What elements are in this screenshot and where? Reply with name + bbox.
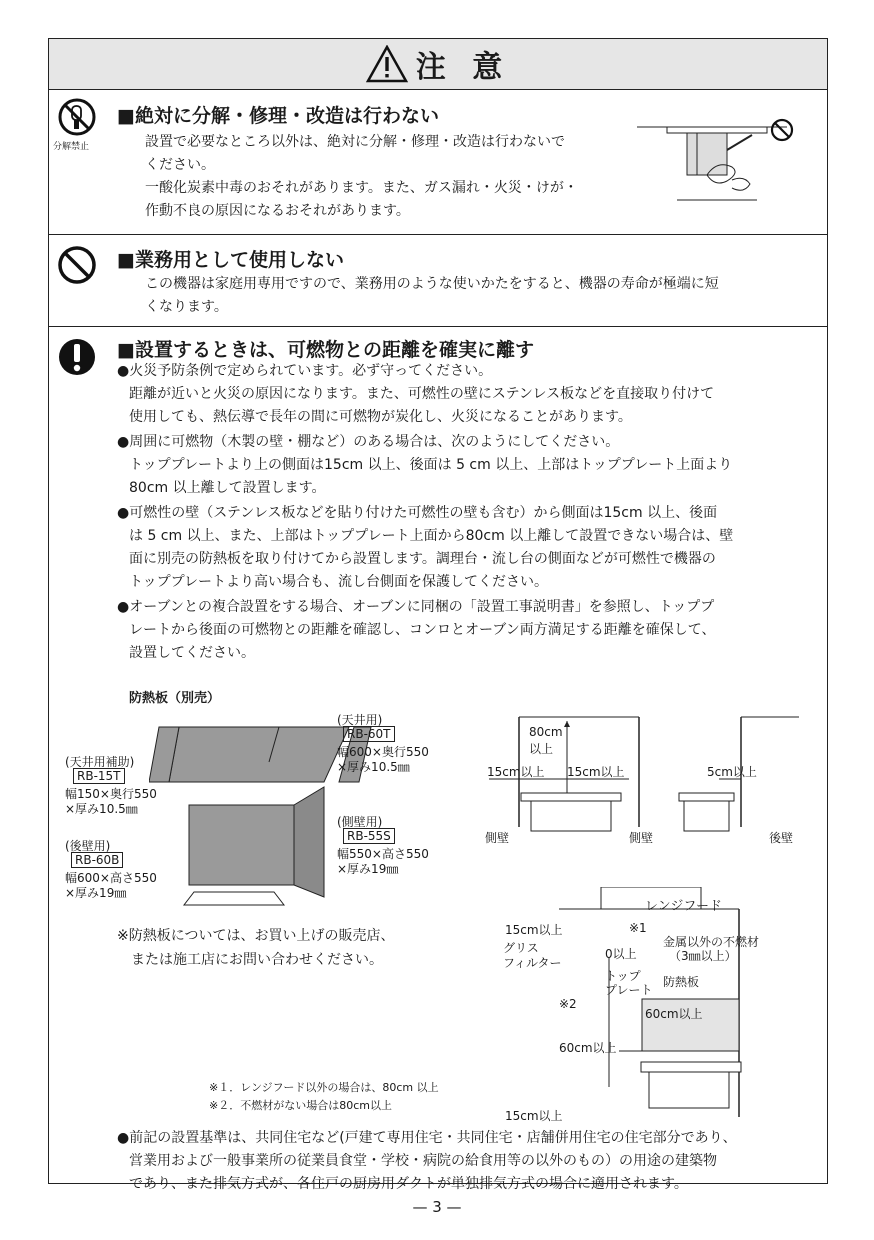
top-plate: プレート xyxy=(605,983,653,997)
heatshield-note: ※防熱板については、お買い上げの販売店、 xyxy=(117,928,395,944)
ceiling-size: 幅600×奥行550 xyxy=(337,745,429,759)
section1-line: 一酸化炭素中毒のおそれがあります。また、ガス漏れ・火災・けが・ xyxy=(145,180,578,196)
prohibited-icon xyxy=(57,245,97,285)
clearance-80cm: 80cm xyxy=(529,725,563,739)
hood-60cm: 60cm以上 xyxy=(645,1007,703,1021)
bullet4-line: ●オーブンとの複合設置をする場合、オーブンに同梱の「設置工事説明書」を参照し、トッププ xyxy=(117,599,715,615)
section-no-commercial-use xyxy=(49,235,827,327)
ceiling-aux-size: ×厚み10.5㎜ xyxy=(65,802,138,816)
side-size: 幅550×高さ550 xyxy=(337,847,429,861)
bullet2-line: ●周囲に可燃物（木製の壁・棚など）のある場合は、次のようにしてください。 xyxy=(117,434,620,450)
side-model: RB-55S xyxy=(343,828,395,844)
side-size: ×厚み19㎜ xyxy=(337,862,399,876)
caution-frame xyxy=(48,38,828,1192)
ceiling-aux-name: (天井用補助) xyxy=(65,755,135,769)
hood-15cm: 15cm以上 xyxy=(505,923,563,937)
range-hood-label: レンジフード xyxy=(645,899,722,914)
section3-title: ■設置するときは、可燃物との距離を確実に離す xyxy=(117,339,534,361)
bullet4-line: 設置してください。 xyxy=(129,645,255,661)
disassembly-illustration xyxy=(637,105,807,210)
bullet2-line: トッププレートより上の側面は15cm 以上、後面は 5 cm 以上、上部はトッププレート上面より xyxy=(129,457,733,473)
ceiling-size: ×厚み10.5㎜ xyxy=(337,760,410,774)
section1-line: ください。 xyxy=(145,157,215,173)
hood-15cm-bottom: 15cm以上 xyxy=(505,1109,563,1123)
back-size: 幅600×高さ550 xyxy=(65,871,157,885)
top-plate: トップ xyxy=(605,969,641,983)
clearance-80cm-above: 以上 xyxy=(529,742,554,756)
section2-title: ■業務用として使用しない xyxy=(117,249,344,271)
back-size: ×厚み19㎜ xyxy=(65,886,127,900)
bullet5-line: であり、また排気方式が、各住戸の厨房用ダクトが単独排気方式の場合に適用されます。 xyxy=(129,1176,688,1192)
hood-mark1: ※1 xyxy=(629,921,647,935)
hood-mark2: ※2 xyxy=(559,997,577,1011)
bullet1-line: 距離が近いと火災の原因になります。また、可燃性の壁にステンレス板などを直接取り付けて xyxy=(129,386,715,402)
heatshield-label: 防熱板 xyxy=(663,975,700,989)
bullet5-line: ●前記の設置基準は、共同住宅など(戸建て専用住宅・共同住宅・店舗併用住宅の住宅部分であり、 xyxy=(117,1130,737,1146)
mandatory-exclamation-icon xyxy=(57,337,97,377)
bullet5-line: 営業用および一般事業所の従業員食堂・学校・病院の給食用等の以外のもの）の用途の建築物 xyxy=(129,1153,717,1169)
ceiling-aux-model: RB-15T xyxy=(73,768,125,784)
clearance-15cm-right: 15cm以上 xyxy=(567,765,625,779)
warning-triangle-icon xyxy=(366,45,408,83)
bullet1-line: 使用しても、熱伝導で長年の間に可燃物が炭化し、火災になることがあります。 xyxy=(129,409,632,425)
section1-line: 作動不良の原因になるおそれがあります。 xyxy=(145,203,410,219)
footnote: ※１．レンジフード以外の場合は、80cm 以上 xyxy=(209,1081,439,1094)
hood-60cm: 60cm以上 xyxy=(559,1041,617,1055)
clearance-15cm-left: 15cm以上 xyxy=(487,765,545,779)
footnote: ※２．不燃材がない場合は80cm以上 xyxy=(209,1099,392,1112)
bullet2-line: 80cm 以上離して設置します。 xyxy=(129,480,326,496)
no-disassembly-icon xyxy=(57,97,97,137)
section1-title: ■絶対に分解・修理・改造は行わない xyxy=(117,105,439,127)
section2-line: この機器は家庭用専用ですので、業務用のような使いかたをすると、機器の寿命が極端に短 xyxy=(145,276,719,292)
bullet3-line: ●可燃性の壁（ステンレス板などを貼り付けた可燃性の壁も含む）から側面は15cm 以上、後面 xyxy=(117,505,718,521)
ceiling-model: RB-60T xyxy=(343,726,395,742)
grease-filter: グリス xyxy=(503,941,539,955)
caution-title: 注 意 xyxy=(415,50,511,85)
side-name: (側壁用) xyxy=(337,815,383,829)
side-wall-label: 側壁 xyxy=(629,831,654,845)
section-no-disassembly xyxy=(49,89,827,235)
section1-line: 設置で必要なところ以外は、絶対に分解・修理・改造は行わないで xyxy=(145,134,565,150)
grease-filter: フィルター xyxy=(503,956,562,970)
bullet1-line: ●火災予防条例で定められています。必ず守ってください。 xyxy=(117,363,493,379)
back-wall-label: 後壁 xyxy=(769,831,794,845)
caution-header xyxy=(49,39,827,90)
metal-label: 金属以外の不燃材 xyxy=(663,935,760,949)
section2-line: くなります。 xyxy=(145,299,228,315)
clearance-5cm: 5cm以上 xyxy=(707,765,757,779)
bullet3-line: 面に別売の防熱板を取り付けてから設置します。調理台・流し台の側面などが可燃性で機器の xyxy=(129,551,716,567)
page-number: — 3 — xyxy=(412,1198,462,1216)
bullet3-line: トッププレートより高い場合も、流し台側面を保護してください。 xyxy=(129,574,549,590)
section-combustible-distance xyxy=(49,327,827,1192)
back-model: RB-60B xyxy=(71,852,123,868)
ceiling-name: (天井用) xyxy=(337,713,383,727)
side-wall-label: 側壁 xyxy=(485,831,510,845)
zero-above: 0以上 xyxy=(605,947,637,961)
no-disassembly-caption: 分解禁止 xyxy=(53,142,90,152)
ceiling-aux-size: 幅150×奥行550 xyxy=(65,787,157,801)
metal-label: （3㎜以上） xyxy=(669,949,737,963)
heatshield-title: 防熱板（別売） xyxy=(129,691,221,706)
bullet3-line: は 5 cm 以上、また、上部はトッププレート上面から80cm 以上離して設置できない場合は、壁 xyxy=(129,528,734,544)
heatshield-note: または施工店にお問い合わせください。 xyxy=(131,952,383,968)
back-name: (後壁用) xyxy=(65,839,111,853)
bullet4-line: レートから後面の可燃物との距離を確認し、コンロとオーブン両方満足する距離を確保して、 xyxy=(129,622,716,638)
